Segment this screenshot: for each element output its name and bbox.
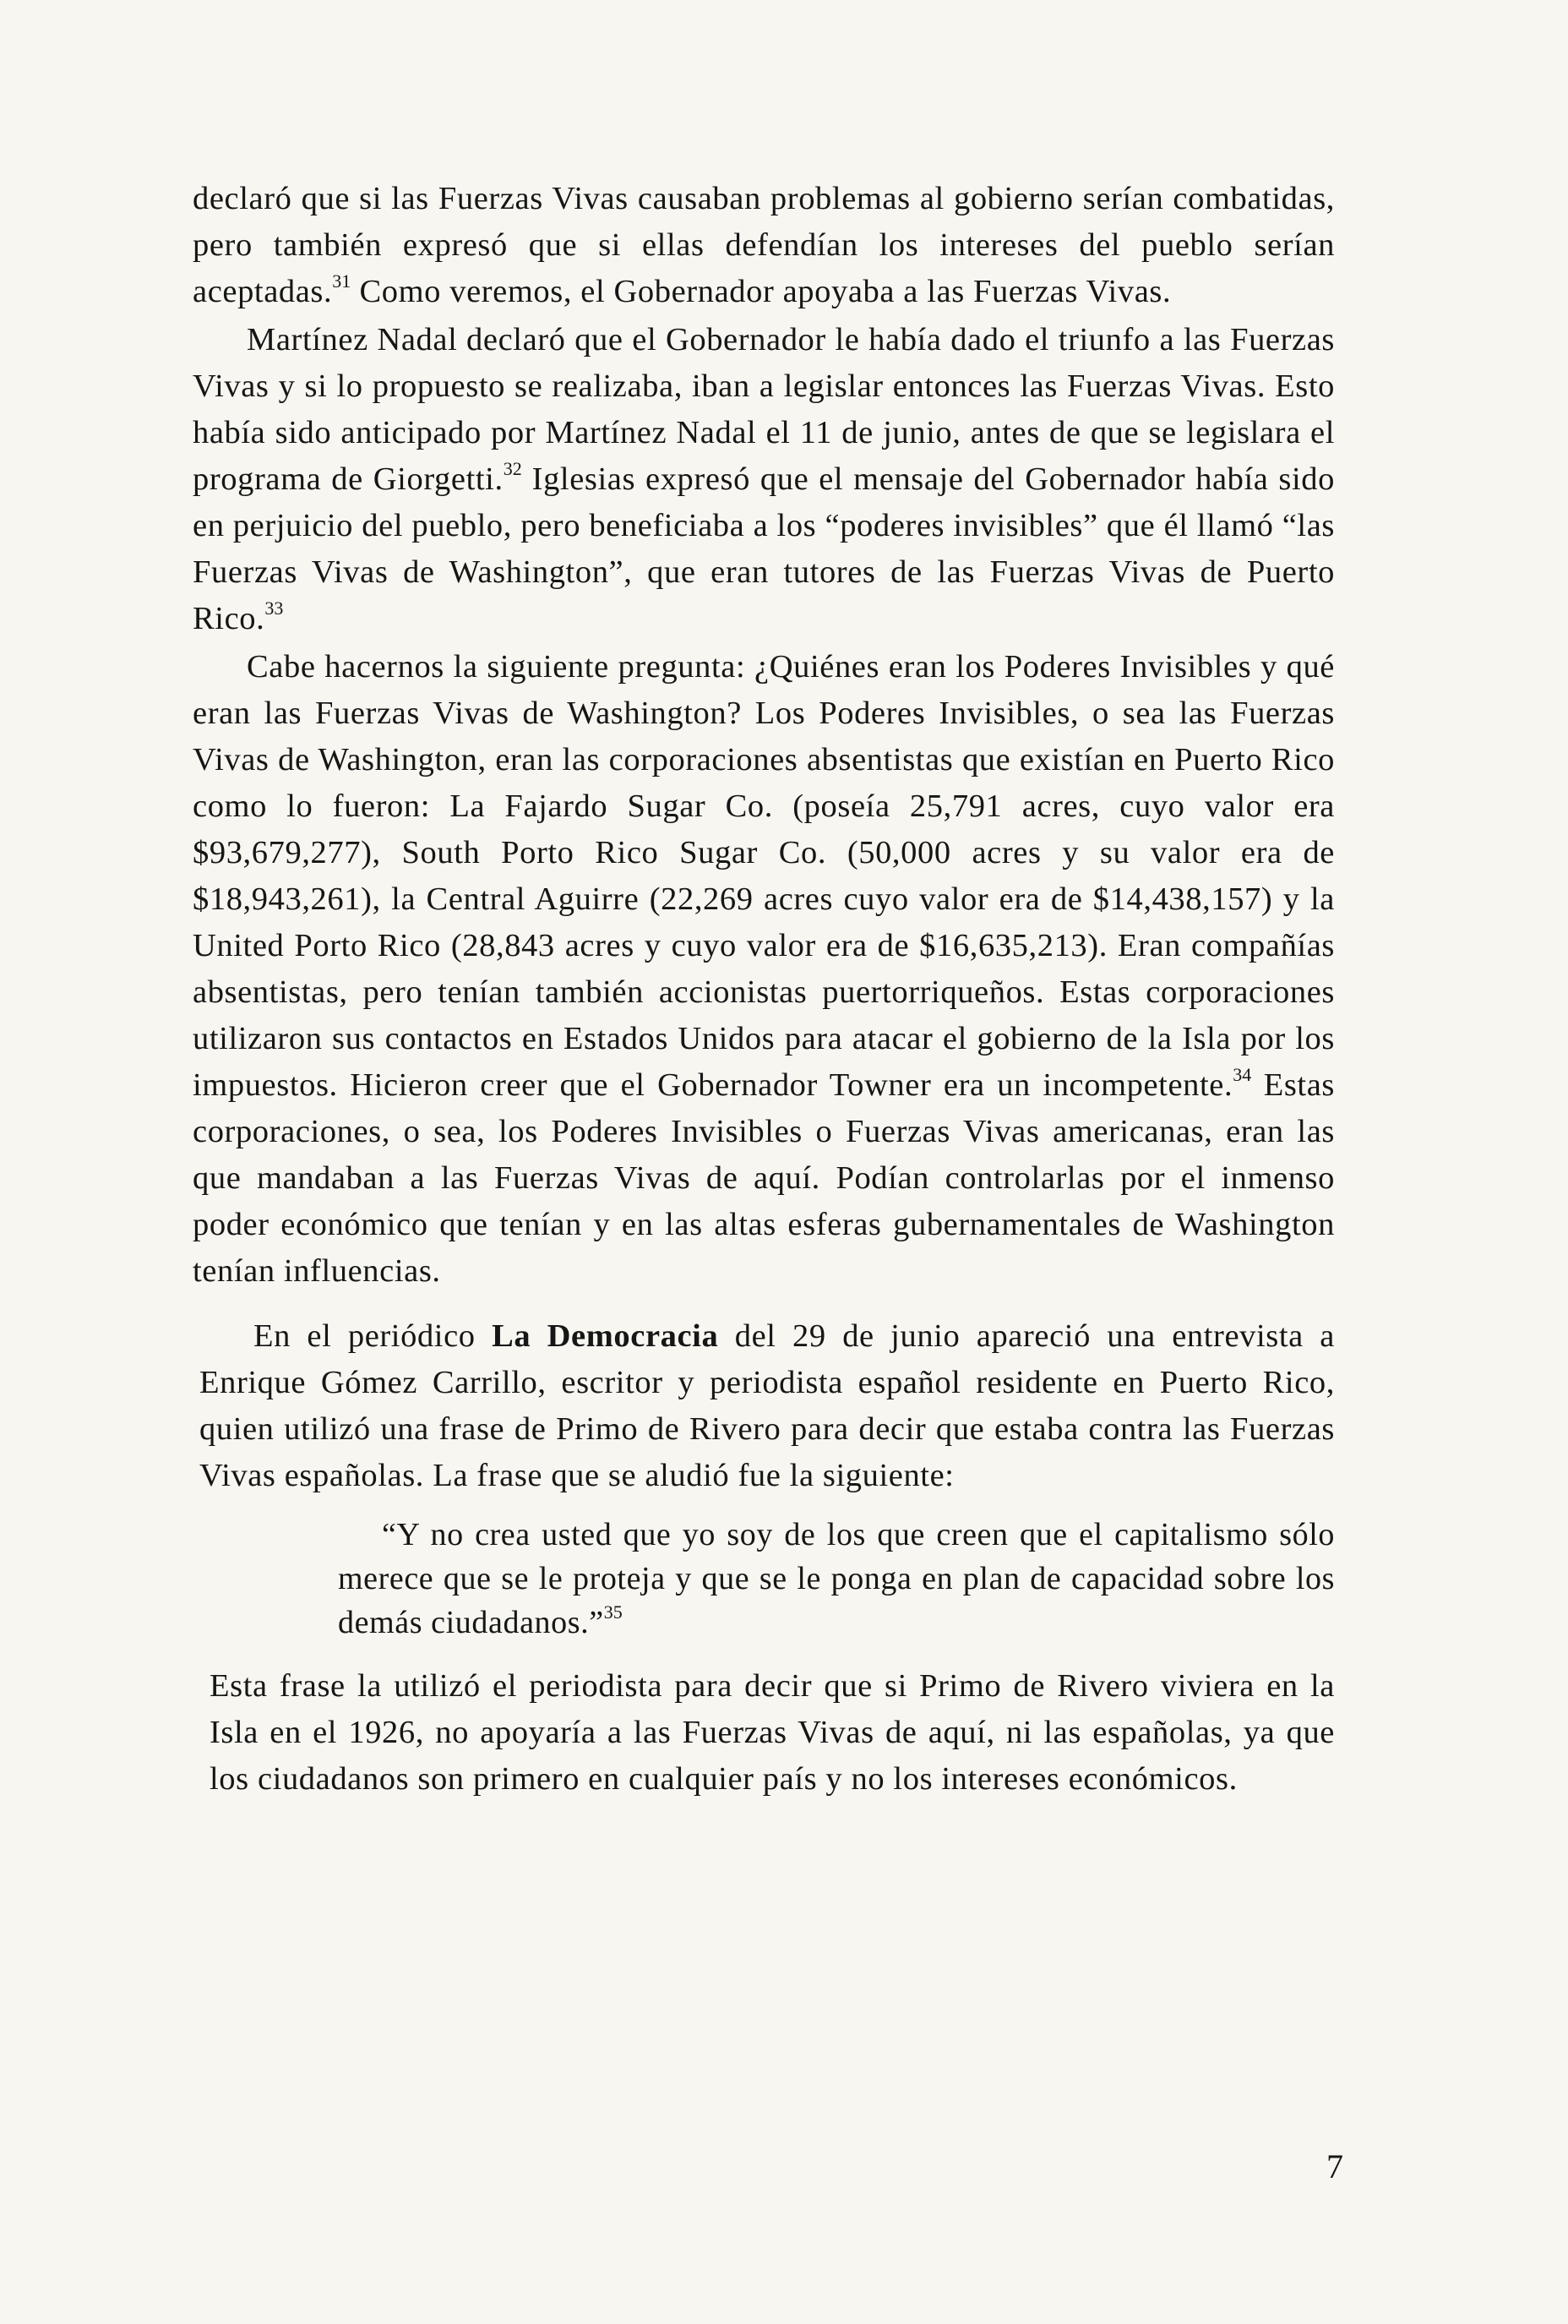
footnote-ref-33: 33 <box>264 597 284 619</box>
closing-paragraph-text: Esta frase la utilizó el periodista para decir que si Primo de Rivero viviera en la Isla en el 1926, no apoyaría a las Fuerzas Vivas de aquí, ni las españolas, ya que los ciudadanos son primero en cualquier país y no los intereses económicos. <box>210 1668 1335 1797</box>
paragraph-2-text: Martínez Nadal declaró que el Gobernador le había dado el triunfo a las Fuerzas Vivas y si lo propuesto se realizaba, iban a legislar entonces las Fuerzas Vivas. Esto había sido anticipado por Martínez Nadal el 11 de junio, antes de que se legislara el programa de Giorgetti. <box>193 322 1335 497</box>
newspaper-title: La Democracia <box>492 1318 719 1354</box>
block-quote-text: “Y no crea usted que yo soy de los que creen que el capitalismo sólo merece que se le proteja y que se le ponga en plan de capacidad sobre los demás ciudadanos.” <box>338 1517 1335 1640</box>
paragraph-4 <box>193 1313 1335 1499</box>
paragraph-1-text: declaró que si las Fuerzas Vivas causaban problemas al gobierno serían combatidas, pero también expresó que si ellas defendían los intereses del pueblo serían aceptadas. <box>193 181 1335 309</box>
footnote-ref-31: 31 <box>332 270 351 292</box>
paragraph-4-text: del 29 de junio apareció una entrevista a Enrique Gómez Carrillo, escritor y periodista español residente en Puerto Rico, quien utilizó una frase de Primo de Rivero para decir que estaba contra las Fuerzas Vivas españolas. La frase que se aludió fue la siguiente: <box>199 1318 1335 1493</box>
footnote-ref-32: 32 <box>503 458 522 479</box>
paragraph-3-text-after: Estas corporaciones, o sea, los Poderes Invisibles o Fuerzas Vivas americanas, eran las que mandaban a las Fuerzas Vivas de aquí. Podían controlarlas por el inmenso poder económico que tenían y en las altas esferas gubernamentales de Washington tenían influencias. <box>193 1067 1335 1289</box>
paragraph-2 <box>193 317 1335 642</box>
paragraph-3-text: Cabe hacernos la siguiente pregunta: ¿Quiénes eran los Poderes Invisibles y qué eran las Fuerzas Vivas de Washington? Los Poderes Invisibles, o sea las Fuerzas Vivas de Washington, eran las corporaciones absentistas que existían en Puerto Rico como lo fueron: La Fajardo Sugar Co. (poseía 25,791 acres, cuyo valor era $93,679,277), South Porto Rico Sugar Co. (50,000 acres y su valor era de $18,943,261), la Central Aguirre (22,269 acres cuyo valor era de $14,438,157) y la United Porto Rico (28,843 acres y cuyo valor era de $16,635,213). Eran compañías absentistas, pero tenían también accionistas puertorriqueños. Estas corporaciones utilizaron sus contactos en Estados Unidos para atacar el gobierno de la Isla por los impuestos. Hicieron creer que el Gobernador Towner era un incompetente. <box>193 649 1335 1103</box>
footnote-ref-35: 35 <box>603 1601 623 1623</box>
footnote-ref-34: 34 <box>1233 1064 1252 1085</box>
paragraph-2-text-after: Iglesias expresó que el mensaje del Gobernador había sido en perjuicio del pueblo, pero beneficiaba a los “poderes invisibles” que él llamó “las Fuerzas Vivas de Washington”, que eran tutores de las Fuerzas Vivas de Puerto Rico. <box>193 461 1336 636</box>
body-text <box>193 176 1335 1803</box>
paragraph-3 <box>193 644 1335 1295</box>
paragraph-4-text-before: En el periódico <box>253 1318 493 1354</box>
paragraph-1-text-after: Como veremos, el Gobernador apoyaba a las Fuerzas Vivas. <box>351 274 1172 309</box>
closing-paragraph <box>193 1663 1335 1803</box>
paragraph-1 <box>193 176 1335 315</box>
page-number: 7 <box>1326 2147 1343 2185</box>
block-quote <box>193 1513 1335 1645</box>
